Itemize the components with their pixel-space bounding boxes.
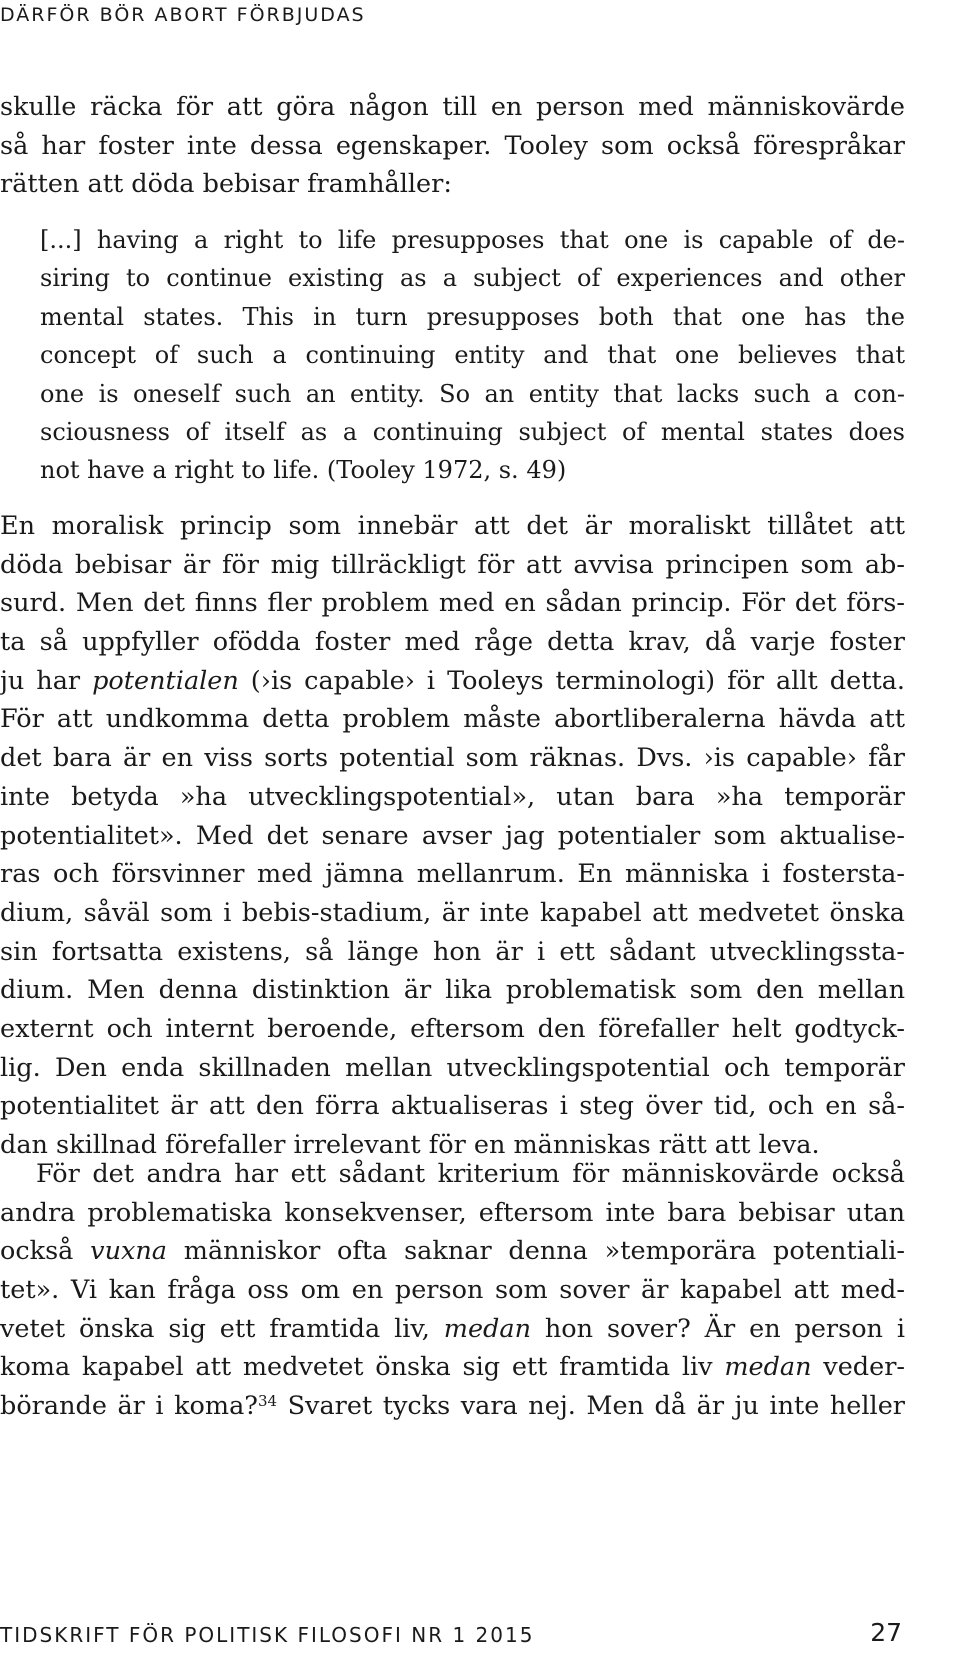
text-segment: människor ofta saknar denna »temporära potentiali- [167,1236,905,1267]
quote-line: mental states. This in turn presupposes both that one has the [40,302,905,331]
text-segment: vetet önska sig ett framtida liv, [0,1313,444,1344]
text-line [0,1232,905,1271]
paragraph-1 [0,507,905,1165]
text-line: ta så uppfyller ofödda foster med råge detta krav, då varje foster [0,627,905,658]
emphasis: medan [443,1313,531,1344]
quote-line: one is oneself such an entity. So an entity that lacks such a con- [40,379,905,408]
journal-footer: TIDSKRIFT FÖR POLITISK FILOSOFI NR 1 2015 [0,1623,535,1647]
block-quote [40,221,905,490]
running-head: DÄRFÖR BÖR ABORT FÖRBJUDAS [0,4,366,26]
text-line: surd. Men det finns fler problem med en sådan princip. För det förs- [0,588,905,619]
footnote-reference[interactable]: 34 [257,1392,278,1411]
emphasis: potentialen [92,665,239,696]
page-number: 27 [870,1618,902,1647]
text-segment: hon sover? Är en person i [531,1313,905,1344]
quote-line: not have a right to life. (Tooley 1972, s. 49) [40,456,567,485]
text-line: ras och försvinner med jämna mellanrum. En människa i fostersta- [0,859,905,890]
text-segment: också [0,1236,91,1267]
text-line [0,1310,905,1349]
paragraph-2 [0,1155,905,1426]
text-line: döda bebisar är för mig tillräckligt för att avvisa principen som ab- [0,549,905,580]
text-line: externt och internt beroende, eftersom den förefaller helt godtyck- [0,1013,905,1044]
quote-line: [...] having a right to life presupposes that one is capable of de- [40,226,905,254]
quote-line: siring to continue existing as a subject of experiences and other [40,264,905,293]
text-line: dium, såväl som i bebis-stadium, är inte kapabel att medvetet önska [0,897,905,928]
text-segment: veder- [811,1352,905,1383]
text-line [0,662,905,701]
text-segment: ju har [0,665,93,696]
text-line: potentialitet är att den förra aktualiseras i steg över tid, och en så- [0,1091,905,1122]
text-line: det bara är en viss sorts potential som räknas. Dvs. ›is capable› får [0,743,905,774]
text-segment: börande är i koma? [0,1391,258,1422]
intro-paragraph [0,88,905,204]
text-line: dium. Men denna distinktion är lika problematisk som den mellan [0,975,905,1006]
text-line: lig. Den enda skillnaden mellan utvecklingspotential och temporär [0,1052,905,1083]
quote-line: sciousness of itself as a continuing subject of mental states does [40,417,905,446]
text-segment: Svaret tycks vara nej. Men då är ju inte heller [277,1391,905,1422]
text-line: potentialitet». Med det senare avser jag potentialer som aktualise- [0,820,905,851]
text-line: För att undkomma detta problem måste abortliberalerna hävda att [0,704,905,735]
emphasis: medan [724,1352,812,1383]
text-line: skulle räcka för att göra någon till en person med människovärde [0,92,905,122]
text-line: dan skillnad förefaller irrelevant för en människas rätt att leva. [0,1130,820,1160]
text-line: sin fortsatta existens, så länge hon är i ett sådant utvecklingssta- [0,936,905,967]
text-line [0,1387,905,1426]
text-line: inte betyda »ha utvecklingspotential», utan bara »ha temporär [0,781,905,812]
text-line: En moralisk princip som innebär att det är moraliskt tillåtet att [0,511,905,541]
text-line: så har foster inte dessa egenskaper. Tooley som också förespråkar [0,130,905,161]
text-line [0,1348,905,1387]
text-segment: (›is capable› i Tooleys terminologi) för allt detta. [238,665,905,696]
text-line: För det andra har ett sådant kriterium för människovärde också [36,1159,905,1189]
text-line: rätten att döda bebisar framhåller: [0,169,452,200]
quote-line: concept of such a continuing entity and that one believes that [40,341,905,370]
text-line: andra problematiska konsekvenser, eftersom inte bara bebisar utan [0,1197,905,1228]
text-line: tet». Vi kan fråga oss om en person som sover är kapabel att med- [0,1275,905,1306]
text-segment: koma kapabel att medvetet önska sig ett framtida liv [0,1352,725,1383]
emphasis: vuxna [90,1236,168,1267]
